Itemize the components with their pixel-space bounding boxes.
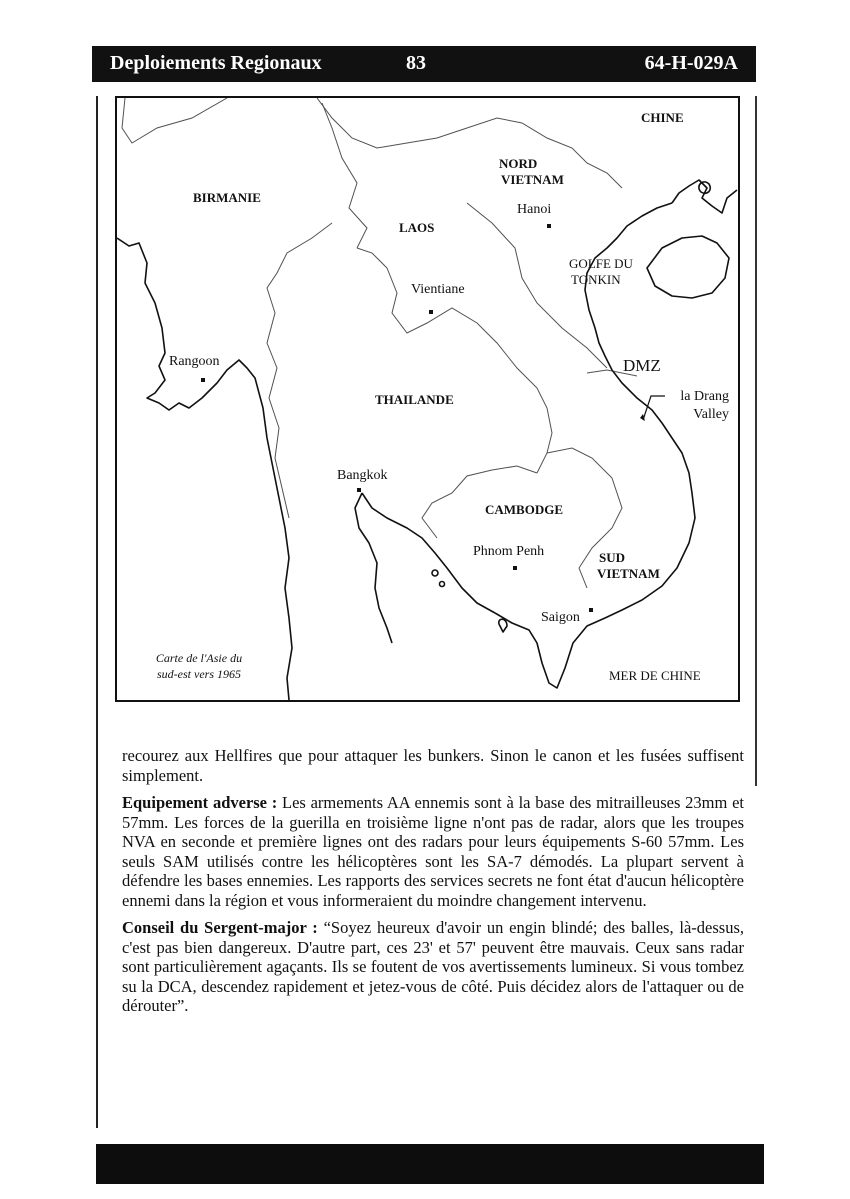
phnom-penh-marker	[513, 566, 517, 570]
label-bangkok: Bangkok	[337, 468, 388, 483]
right-margin-rule	[755, 96, 757, 786]
label-birmanie: BIRMANIE	[193, 190, 261, 205]
label-laos: LAOS	[399, 220, 435, 235]
bangkok-marker	[357, 488, 361, 492]
left-margin-rule	[96, 96, 98, 1128]
label-hanoi: Hanoi	[517, 202, 552, 217]
page-number: 83	[406, 52, 426, 74]
label-valley-1: la Drang	[680, 389, 729, 404]
burma-coastline	[117, 238, 292, 700]
vientiane-marker	[429, 310, 433, 314]
label-la-drang-valley	[665, 388, 729, 424]
paragraph-3-text: “Soyez heureux d'avoir un engin blindé; des balles, là-dessus, c'est pas bien dangereux. D'autre part, ces 23' et 57' peuvent être mauvais. Ceux sans radar sont particulièrement agaçants. Ils se foutent de vos avertissements lumineux. Si vous tombez su la DCA, descendez rapidement et jetez-vous de côté. Puis décidez alors de l'attaquer ou de dérouter”.	[122, 918, 744, 1015]
document-code: 64-H-029A	[644, 52, 738, 74]
paragraph-2	[122, 793, 744, 910]
hainan-island	[647, 236, 729, 298]
label-vientiane: Vientiane	[411, 282, 465, 297]
map-caption-1: Carte de l'Asie du	[155, 651, 243, 665]
page-header	[92, 46, 756, 82]
border-burma-thailand	[267, 223, 332, 518]
paragraph-3-label: Conseil du Sergent-major :	[122, 918, 318, 937]
label-phnom-penh: Phnom Penh	[473, 544, 545, 559]
paragraph-3	[122, 918, 744, 1016]
saigon-marker	[589, 608, 593, 612]
label-nord-vietnam-1: NORD	[499, 156, 538, 171]
label-nord-vietnam-2: VIETNAM	[501, 172, 564, 187]
section-title: Deploiements Regionaux	[110, 52, 322, 74]
label-sud-vietnam-2: VIETNAM	[597, 566, 660, 581]
label-chine: CHINE	[641, 110, 684, 125]
body-text	[122, 746, 744, 1024]
paragraph-2-label: Equipement adverse :	[122, 793, 278, 812]
border-burma-china	[122, 98, 227, 143]
label-sud-vietnam-1: SUD	[599, 550, 626, 565]
label-thailande: THAILANDE	[375, 392, 454, 407]
label-golfe-1: GOLFE DU	[569, 256, 633, 271]
china-coastline	[672, 180, 737, 213]
border-burma-laos	[322, 103, 367, 248]
label-saigon: Saigon	[541, 610, 580, 625]
la-drang-pointer	[637, 394, 667, 424]
gulf-of-thailand-coast	[355, 493, 495, 643]
border-china-laos-vietnam	[317, 98, 622, 188]
label-mer-de-chine: MER DE CHINE	[609, 668, 701, 683]
paragraph-2-text: Les armements AA ennemis sont à la base des mitrailleuses 23mm et 57mm. Les forces de la guerilla en troisième ligne n'ont pas de radar, alors que les troupes NVA en seconde et première lignes ont des radars pour leurs équipements S-60 57mm. Les seuls SAM utilisés contre les hélicoptères sont les SA-7 démodés. La plupart servent à défendre les bases ennemies. Les rapports des services secrets ne font état d'aucun hélicoptère ennemi dans la région et vous informeraient du moindre changement intervenu.	[122, 793, 744, 910]
paragraph-1: recourez aux Hellfires que pour attaquer les bunkers. Sinon le canon et les fusées suffisent simplement.	[122, 746, 744, 785]
hanoi-marker	[547, 224, 551, 228]
label-valley-2: Valley	[693, 407, 729, 422]
label-cambodge: CAMBODGE	[485, 502, 563, 517]
map-caption-2: sud-est vers 1965	[157, 667, 241, 681]
label-golfe-2: TONKIN	[571, 272, 621, 287]
label-dmz: DMZ	[623, 356, 661, 375]
rangoon-marker	[201, 378, 205, 382]
southeast-asia-map	[115, 96, 740, 702]
map-caption	[139, 650, 259, 682]
label-rangoon: Rangoon	[169, 354, 220, 369]
page-footer-bar	[96, 1144, 764, 1184]
